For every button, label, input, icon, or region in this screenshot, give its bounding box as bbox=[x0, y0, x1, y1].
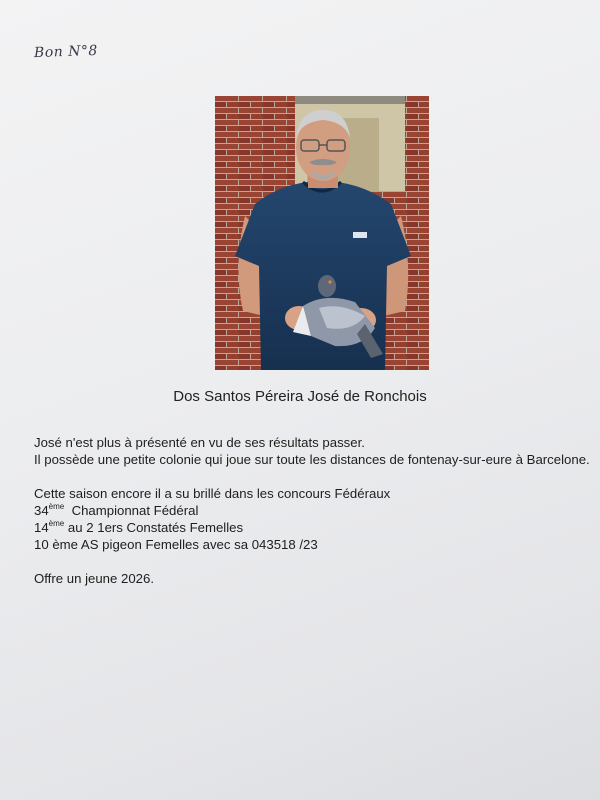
handwritten-note: Bon N°8 bbox=[33, 42, 99, 62]
as-pigeon-line: 10 ème AS pigeon Femelles avec sa 043518 /23 bbox=[34, 537, 318, 552]
result-rank-suffix: ème bbox=[48, 518, 65, 528]
result-line-2 bbox=[34, 519, 594, 536]
result-rank: 34 bbox=[34, 503, 49, 518]
result-text: au 2 1ers Constatés Femelles bbox=[67, 520, 244, 535]
document-body bbox=[34, 434, 594, 587]
result-text: Championnat Fédéral bbox=[71, 503, 199, 518]
photo-caption: Dos Santos Péreira José de Ronchois bbox=[173, 388, 427, 405]
result-rank: 14 bbox=[34, 520, 49, 535]
season-heading: Cette saison encore il a su brillé dans les concours Fédéraux bbox=[34, 486, 391, 501]
portrait-photo bbox=[215, 96, 429, 370]
result-rank-suffix: ème bbox=[48, 501, 65, 511]
result-line-1 bbox=[34, 502, 594, 519]
intro-line-1: José n'est plus à présenté en vu de ses résultats passer. bbox=[34, 435, 365, 450]
intro-line-2: Il possède une petite colonie qui joue sur toute les distances de fontenay-sur-eure à Barcelone. bbox=[34, 452, 590, 467]
offer-line: Offre un jeune 2026. bbox=[34, 571, 155, 586]
